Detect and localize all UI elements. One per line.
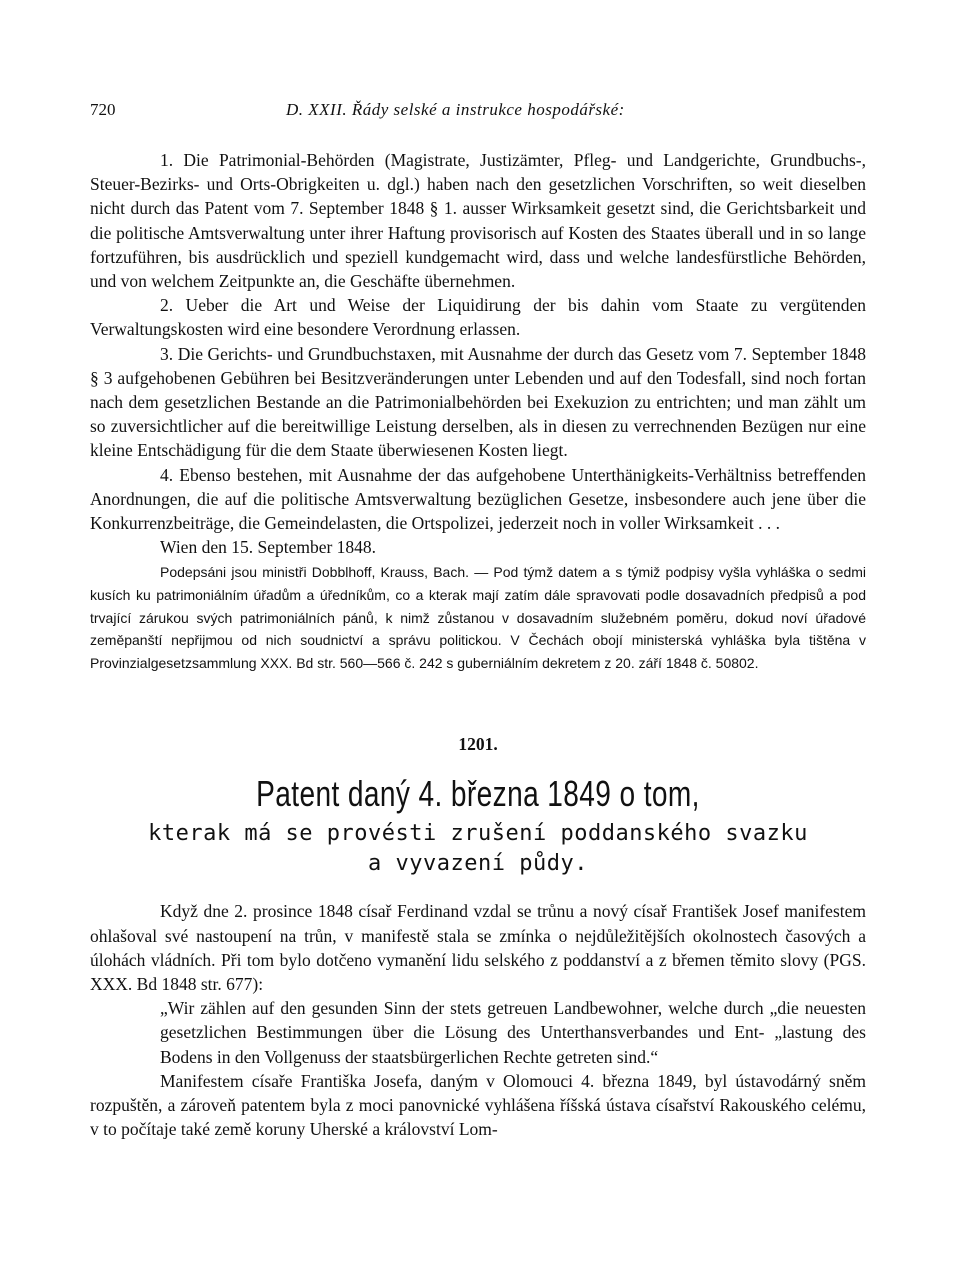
editor-note: [90, 561, 866, 674]
document-page: [90, 100, 866, 1141]
section-paragraph-1: Když dne 2. prosince 1848 císař Ferdinand vzdal se trůnu a nový císař František Josef manifestem ohlašoval své nastoupení na trůn, v manifestě stala se zmínka o nejdůležitějších okolnostech časových a úlohách vládních. Při tom bylo dotčeno vymanění lidu selského z poddanství a z břemen těmito slovy (PGS. XXX. Bd 1848 str. 677):: [90, 901, 866, 995]
section-number: 1201.: [458, 734, 498, 755]
article-2: 2. Ueber die Art und Weise der Liquidirung der bis dahin vom Staate zu vergütenden Verwaltungskosten wird eine besondere Verordnung erlassen.: [90, 295, 866, 340]
section-subtitle-1: kterak má se provésti zrušení poddanského svazku: [148, 821, 808, 847]
date-line: Wien den 15. September 1848.: [160, 537, 377, 558]
note-text: Podepsáni jsou ministři Dobblhoff, Krauss, Bach. — Pod týmž datem a s týmiž podpisy vyšla vyhláška o sedmi kusích ku patrimoniálním úřadům a úředníkům, co a kterak mají zatím dále spravovati podle dosavadních předpisů a pod trvající zárukou svých patrimoniálních pánů, k nimž zůstanou v dosavadním služebném poměru, dokud noví úřadové zeměpanští nepřijmou od nich soudnictví a správu politickou. V Čechách obojí ministerská vyhláška byla tištěna v Provinzialgesetzsammlung XXX. Bd str. 560—566 č. 242 s guberniálním dekretem z 20. září 1848 č. 50802.: [90, 564, 866, 671]
running-head: D. XXII. Řády selské a instrukce hospodářské:: [286, 100, 625, 119]
article-1: 1. Die Patrimonial-Behörden (Magistrate, Justizämter, Pfleg- und Landgerichte, Grundbuchs-, Steuer-Bezirks- und Orts-Obrigkeiten u. dgl.) haben nach den gesetzlichen Vorschriften, so weit dieselben nicht durch das Patent vom 7. September 1848 § 1. ausser Wirksamkeit gesetzt sind, die Gerichtsbarkeit und die politische Amtsverwaltung unter ihrer Haftung provisorisch auf Kosten des Staates überall und in so lange fortzuführen, bis ausdrücklich und speziell kundgemacht wird, dass und welche landesfürstliche Behörden, und von welchem Zeitpunkte an, die Geschäfte übernehmen.: [90, 150, 866, 292]
section-subtitle-2: a vyvazení půdy.: [368, 851, 588, 877]
article-4: 4. Ebenso bestehen, mit Ausnahme der das aufgehobene Unterthänigkeits-Verhältniss betreffenden Anordnungen, die auf die politische Amtsverwaltung bezüglichen Gesetze, insbesondere auch jene über die Konkurrenzbeiträge, die Gemeindelasten, die Ortspolizei, jederzeit noch in voller Wirksamkeit . . .: [90, 464, 866, 534]
manifest-quote: „Wir zählen auf den gesunden Sinn der stets getreuen Landbewohner, welche durch „die neuesten gesetzlichen Bestimmungen über die Lösung des Unterthansverbandes und Ent- „lastung des Bodens in den Vollgenuss der staatsbürgerlichen Rechte getreten sind.“: [160, 998, 866, 1067]
patent-articles: [90, 148, 866, 559]
page-header: [90, 100, 866, 130]
page-number: 720: [90, 100, 116, 119]
section-body: [90, 899, 866, 1141]
article-3: 3. Die Gerichts- und Grundbuchstaxen, mit Ausnahme der durch das Gesetz vom 7. September 1848 § 3 aufgehobenen Gebühren bei Besitzveränderungen unter Lebenden und auf den Todesfall, sind noch fortan nach dem gesetzlichen Bestande an die Patrimonialbehörden bei Exekuzion zu entrichten; und man zählt um so zuversichtlicher auf die bereitwillige Leistung derselben, als in diesen zu verrechnenden Bezügen nur eine kleine Entschädigung für die dem Staate überwiesenen Kosten liegt.: [90, 343, 866, 461]
section-paragraph-2: Manifestem císaře Františka Josefa, daným v Olomouci 4. března 1849, byl ústavodárný sněm rozpuštěn, a zároveň patentem byla z moci panovnické vyhlášena říšská ústava císařství Rakouského celému, v to počítaje také země koruny Uherské a království Lom-: [90, 1070, 866, 1140]
section-title: Patent daný 4. března 1849 o tom,: [256, 773, 700, 815]
